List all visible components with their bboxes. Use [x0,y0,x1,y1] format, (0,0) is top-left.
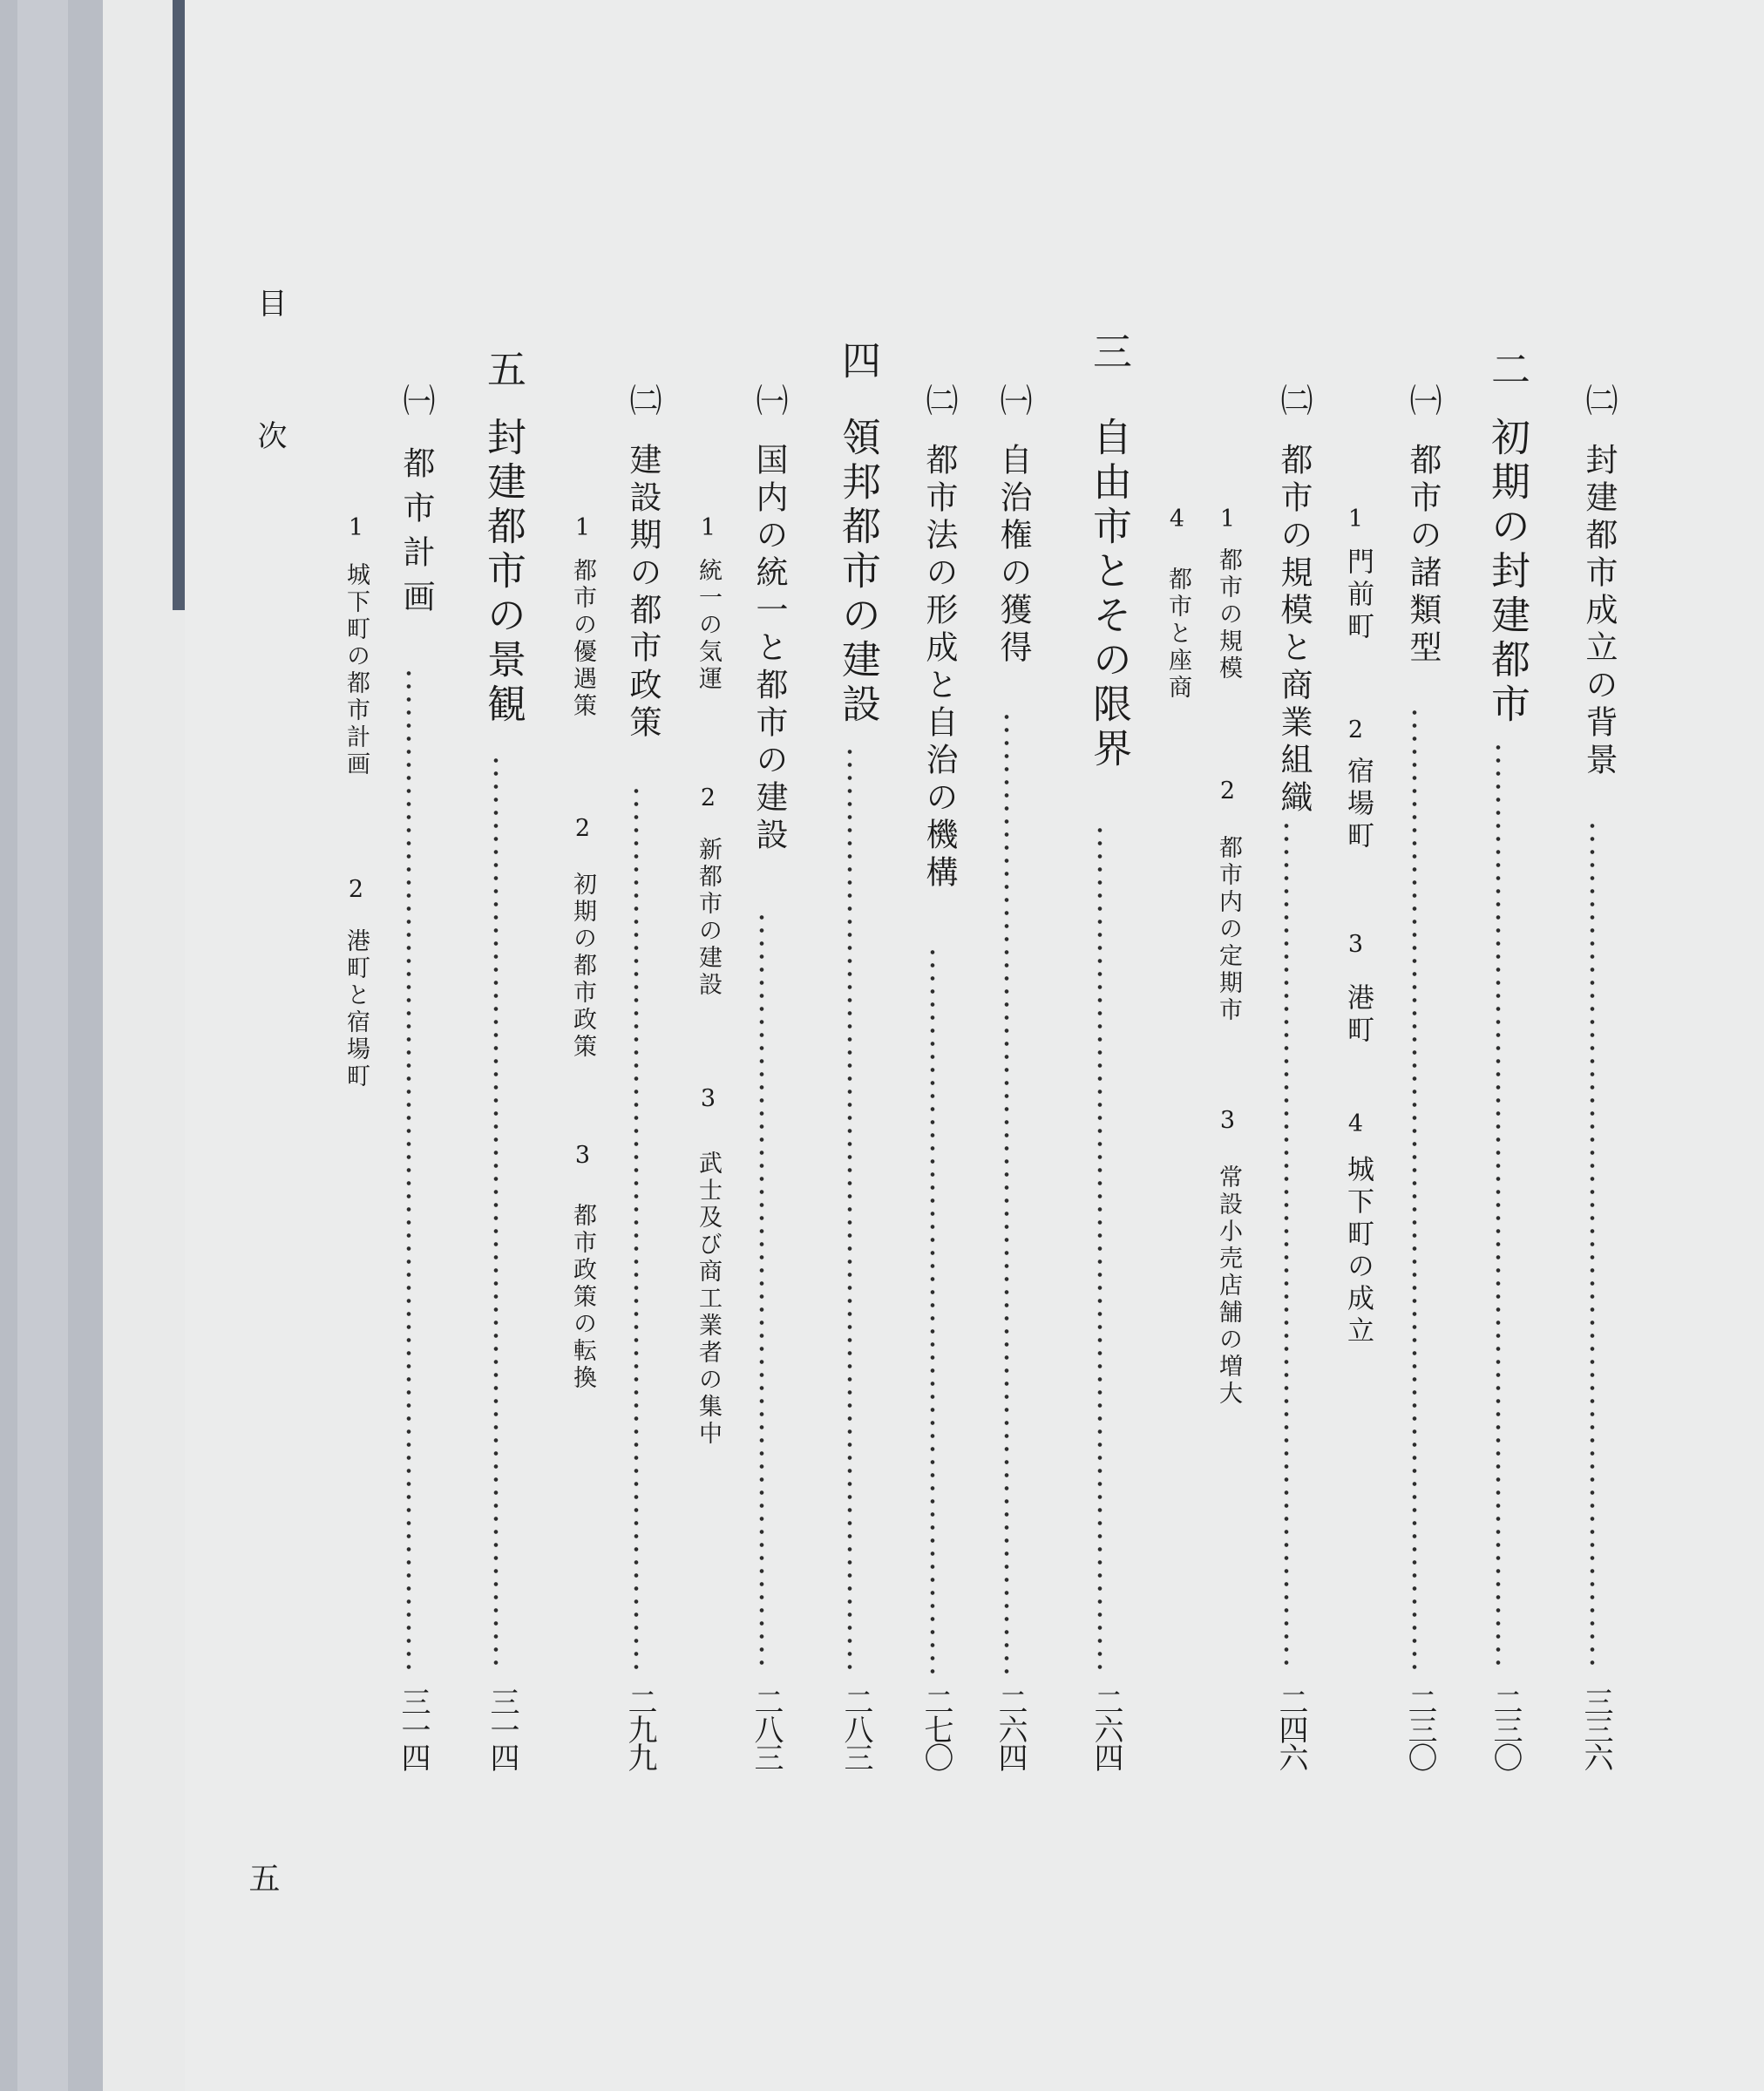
dot-leader [847,745,852,1673]
chapter-number: 五 [480,349,526,388]
section-mark: ㈡ [624,384,662,421]
sub-num: 3 [569,1142,596,1172]
dot-leader [1004,710,1009,1673]
sub-num: 2 [695,784,722,815]
dot-leader [493,754,499,1673]
section-title: 都市の諸類型 [1404,443,1442,668]
sub-num: 2 [1214,777,1241,808]
page-ref: 二三〇 [1488,1687,1523,1770]
section-title: 自治権の獲得 [994,443,1032,668]
sub-label: 新都市の建設 [695,837,722,999]
header-char-2: 次 [252,420,287,450]
page-ref: 三三六 [1578,1687,1613,1770]
page-ref: 二七〇 [919,1687,953,1770]
sub-label: 都市の優遇策 [569,558,596,720]
sub-label: 武士及び商工業者の集中 [695,1151,722,1448]
sub-label: 都市と座商 [1164,567,1191,702]
page-number: 五 [244,1862,280,1893]
dot-leader [759,911,764,1673]
page-ref: 二九九 [622,1687,657,1770]
page-ref: 三一四 [396,1687,431,1770]
sub-label: 都市政策の転換 [569,1203,596,1392]
section-title: 都市法の形成と自治の機構 [920,443,958,893]
sub-num: 3 [1342,931,1369,961]
sub-label: 城下町の成立 [1342,1155,1374,1348]
section-title: 都市の規模と商業組織 [1275,443,1313,818]
sub-label: 統一の気運 [695,558,722,693]
page-ref: 二四六 [1273,1687,1308,1770]
sub-label: 門前町 [1342,547,1374,644]
dot-leader [930,946,935,1673]
section-mark: ㈠ [750,384,788,421]
sub-num: 1 [343,514,370,545]
page-ref: 三一四 [485,1687,519,1770]
page-ref: 二三〇 [1402,1687,1437,1770]
sub-num: 4 [1342,1110,1369,1141]
chapter-number: 四 [835,340,881,379]
sub-num: 2 [1342,716,1369,747]
sub-label: 城下町の都市計画 [343,562,370,778]
dot-leader [1590,819,1595,1673]
page-ref: 二六四 [993,1687,1028,1770]
chapter-title: 初期の封建都市 [1484,417,1530,728]
sub-num: 1 [569,514,596,545]
section-mark: ㈡ [1275,384,1313,421]
sub-label: 初期の都市政策 [569,872,596,1061]
sub-label: 常設小売店舗の増大 [1215,1164,1242,1408]
section-mark: ㈡ [920,384,958,421]
chapter-title: 領邦都市の建設 [835,417,881,728]
dot-leader [1496,741,1501,1673]
sub-num: 3 [1214,1107,1241,1137]
dot-leader [634,784,639,1673]
book-spine [173,0,185,610]
entry-c1-sec2-mark: ㈡ [1580,384,1618,421]
chapter-number: 三 [1086,331,1132,370]
page-ref: 二八三 [838,1687,873,1770]
section-title: 国内の統一と都市の建設 [750,443,788,855]
section-title: 建設期の都市政策 [624,443,662,743]
chapter-title: 自由市とその限界 [1086,417,1132,772]
section-mark: ㈠ [1404,384,1442,421]
sub-num: 1 [695,514,722,545]
section-mark: ㈠ [994,384,1032,421]
sub-label: 都市の規模 [1215,547,1242,682]
dot-leader [1412,706,1417,1673]
left-book-edge [0,0,103,2091]
entry-c1-sec2-title: 封建都市成立の背景 [1580,443,1618,780]
sub-num: 3 [695,1085,722,1116]
sub-label: 港町 [1342,983,1374,1048]
page-ref: 二六四 [1089,1687,1123,1770]
header-char-1: 目 [252,288,287,317]
section-title: 都市計画 [397,446,435,624]
dot-leader [1284,819,1289,1673]
sub-num: 2 [569,815,596,845]
sub-num: 4 [1164,506,1191,536]
sub-num: 1 [1342,506,1369,536]
chapter-title: 封建都市の景観 [480,417,526,728]
sub-label: 港町と宿場町 [343,928,370,1090]
sub-num: 1 [1214,506,1241,536]
toc-page [185,0,1764,2091]
sub-label: 宿場町 [1342,757,1374,853]
chapter-number: 二 [1484,349,1530,388]
sub-num: 2 [343,876,370,906]
sub-label: 都市内の定期市 [1215,835,1242,1024]
page-ref: 二八三 [749,1687,784,1770]
dot-leader [1097,824,1102,1673]
dot-leader [406,667,411,1673]
section-mark: ㈠ [397,384,435,421]
